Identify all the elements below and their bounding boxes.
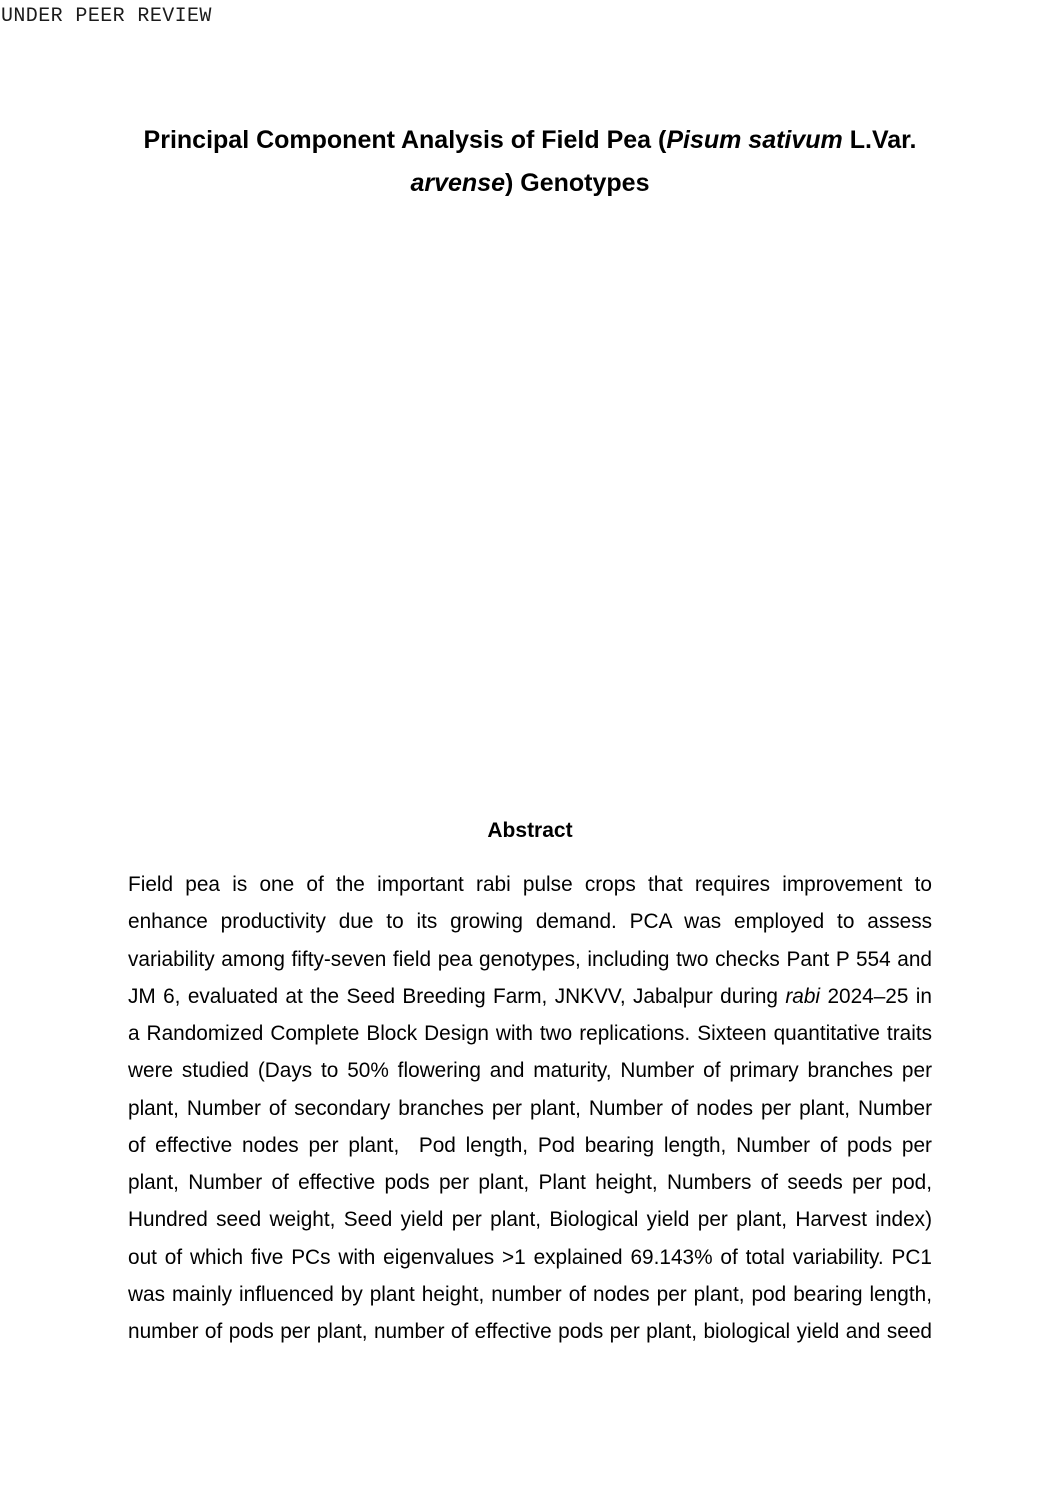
- text-segment: of effective nodes per plant, Pod length, Pod bearing length, Number of pods per: [128, 1133, 932, 1157]
- text-segment: 2024–25 in: [820, 984, 932, 1008]
- italic-text: rabi: [785, 984, 821, 1008]
- text-segment: variability among fifty-seven field pea genotypes, including two checks Pant P 554 and: [128, 947, 932, 971]
- text-segment: enhance productivity due to its growing demand. PCA was employed to assess: [128, 910, 932, 934]
- text-segment: plant, Number of secondary branches per plant, Number of nodes per plant, Number: [128, 1096, 932, 1120]
- abstract-heading: Abstract: [487, 819, 573, 842]
- paragraph-line: [128, 1127, 932, 1164]
- text-segment: L.Var.: [842, 126, 917, 154]
- text-segment: JM 6, evaluated at the Seed Breeding Farm, JNKVV, Jabalpur during: [128, 984, 786, 1008]
- paragraph-line: [128, 978, 932, 1015]
- text-segment: out of which five PCs with eigenvalues >1 explained 69.143% of total variability. PC1: [128, 1245, 932, 1269]
- paragraph-line: [128, 1313, 932, 1350]
- text-segment: ) Genotypes: [505, 169, 650, 197]
- paragraph-line: [128, 1090, 932, 1127]
- paragraph-line: [128, 903, 932, 940]
- italic-text: arvense: [410, 169, 506, 197]
- paragraph-line: [128, 1164, 932, 1201]
- text-segment: number of pods per plant, number of effective pods per plant, biological yield and seed: [128, 1320, 932, 1343]
- peer-review-watermark: UNDER PEER REVIEW: [1, 5, 212, 28]
- paragraph-line: [128, 941, 932, 978]
- text-segment: were studied (Days to 50% flowering and maturity, Number of primary branches per: [128, 1059, 932, 1083]
- paragraph-line: [128, 1276, 932, 1313]
- abstract-paragraph: [128, 866, 932, 1350]
- paragraph-line: [128, 1052, 932, 1089]
- italic-text: Pisum sativum: [666, 126, 843, 154]
- text-segment: Field pea is one of the important rabi pulse crops that requires improvement to: [128, 873, 932, 896]
- paper-title: [128, 119, 932, 205]
- text-segment: plant, Number of effective pods per plant, Plant height, Numbers of seeds per pod,: [128, 1171, 932, 1194]
- text-segment: a Randomized Complete Block Design with two replications. Sixteen quantitative traits: [128, 1022, 932, 1045]
- paragraph-line: [128, 866, 932, 903]
- paragraph-line: [128, 1201, 932, 1238]
- text-segment: was mainly influenced by plant height, number of nodes per plant, pod bearing length,: [128, 1282, 932, 1306]
- text-segment: Principal Component Analysis of Field Pea (: [143, 126, 667, 154]
- text-segment: Hundred seed weight, Seed yield per plant, Biological yield per plant, Harvest index): [128, 1208, 932, 1232]
- paragraph-line: [128, 1239, 932, 1276]
- paragraph-line: [128, 1015, 932, 1052]
